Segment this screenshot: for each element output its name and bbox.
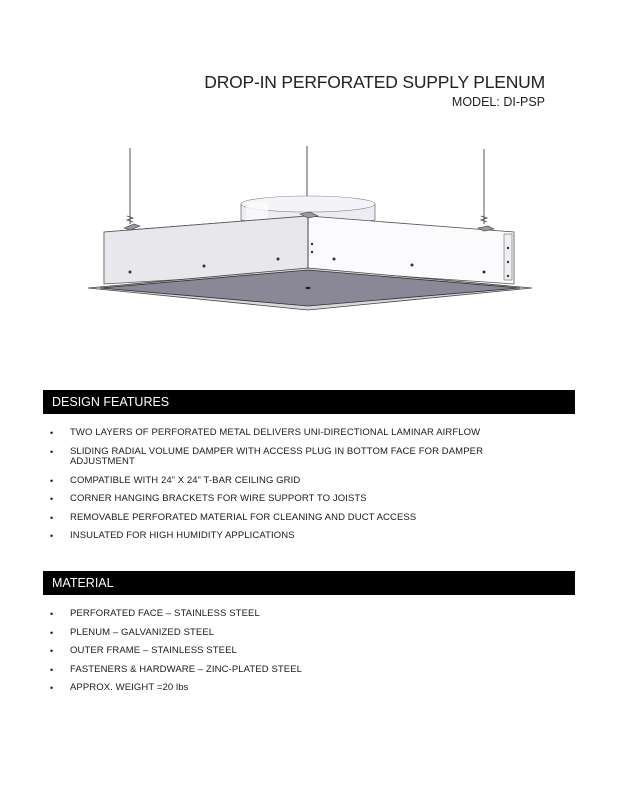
model-number: MODEL: DI-PSP: [451, 95, 545, 109]
bullet-icon: •: [50, 475, 54, 486]
bullet-icon: •: [50, 446, 54, 457]
list-item: • APPROX. WEIGHT =20 lbs: [50, 682, 189, 693]
list-item: • INSULATED FOR HIGH HUMIDITY APPLICATIONS: [50, 530, 295, 541]
bullet-icon: •: [50, 609, 54, 619]
bullet-icon: •: [50, 646, 54, 656]
bullet-icon: •: [50, 428, 54, 438]
list-item: • SLIDING RADIAL VOLUME DAMPER WITH ACCESS PLUG IN BOTTOM FACE FOR DAMPER ADJUSTMENT: [50, 445, 484, 467]
bullet-icon: •: [50, 664, 54, 675]
list-item: • CORNER HANGING BRACKETS FOR WIRE SUPPORT TO JOISTS: [50, 493, 367, 504]
bullet-icon: •: [50, 627, 54, 638]
access-plug: [306, 287, 311, 289]
material-list: [50, 609, 520, 702]
list-item: • OUTER FRAME – STAINLESS STEEL: [50, 645, 237, 656]
design-features-heading: DESIGN FEATURES: [43, 390, 575, 414]
list-item: • TWO LAYERS OF PERFORATED METAL DELIVERS UNI-DIRECTIONAL LAMINAR AIRFLOW: [50, 427, 481, 438]
list-item: • REMOVABLE PERFORATED MATERIAL FOR CLEANING AND DUCT ACCESS: [50, 511, 417, 523]
plenum-illustration: [86, 146, 536, 314]
material-heading: MATERIAL: [43, 571, 575, 595]
page-title: DROP-IN PERFORATED SUPPLY PLENUM: [204, 72, 545, 92]
design-features-list: [50, 428, 520, 550]
bullet-icon: •: [50, 683, 54, 693]
list-item: • COMPATIBLE WITH 24” X 24” T-BAR CEILING GRID: [50, 474, 301, 486]
list-item: • FASTENERS & HARDWARE – ZINC-PLATED STEEL: [50, 663, 303, 675]
bullet-icon: •: [50, 494, 54, 504]
bullet-icon: •: [50, 512, 54, 523]
list-item: • PLENUM – GALVANIZED STEEL: [50, 626, 215, 638]
bullet-icon: •: [50, 531, 54, 541]
list-item: • PERFORATED FACE – STAINLESS STEEL: [50, 608, 260, 619]
